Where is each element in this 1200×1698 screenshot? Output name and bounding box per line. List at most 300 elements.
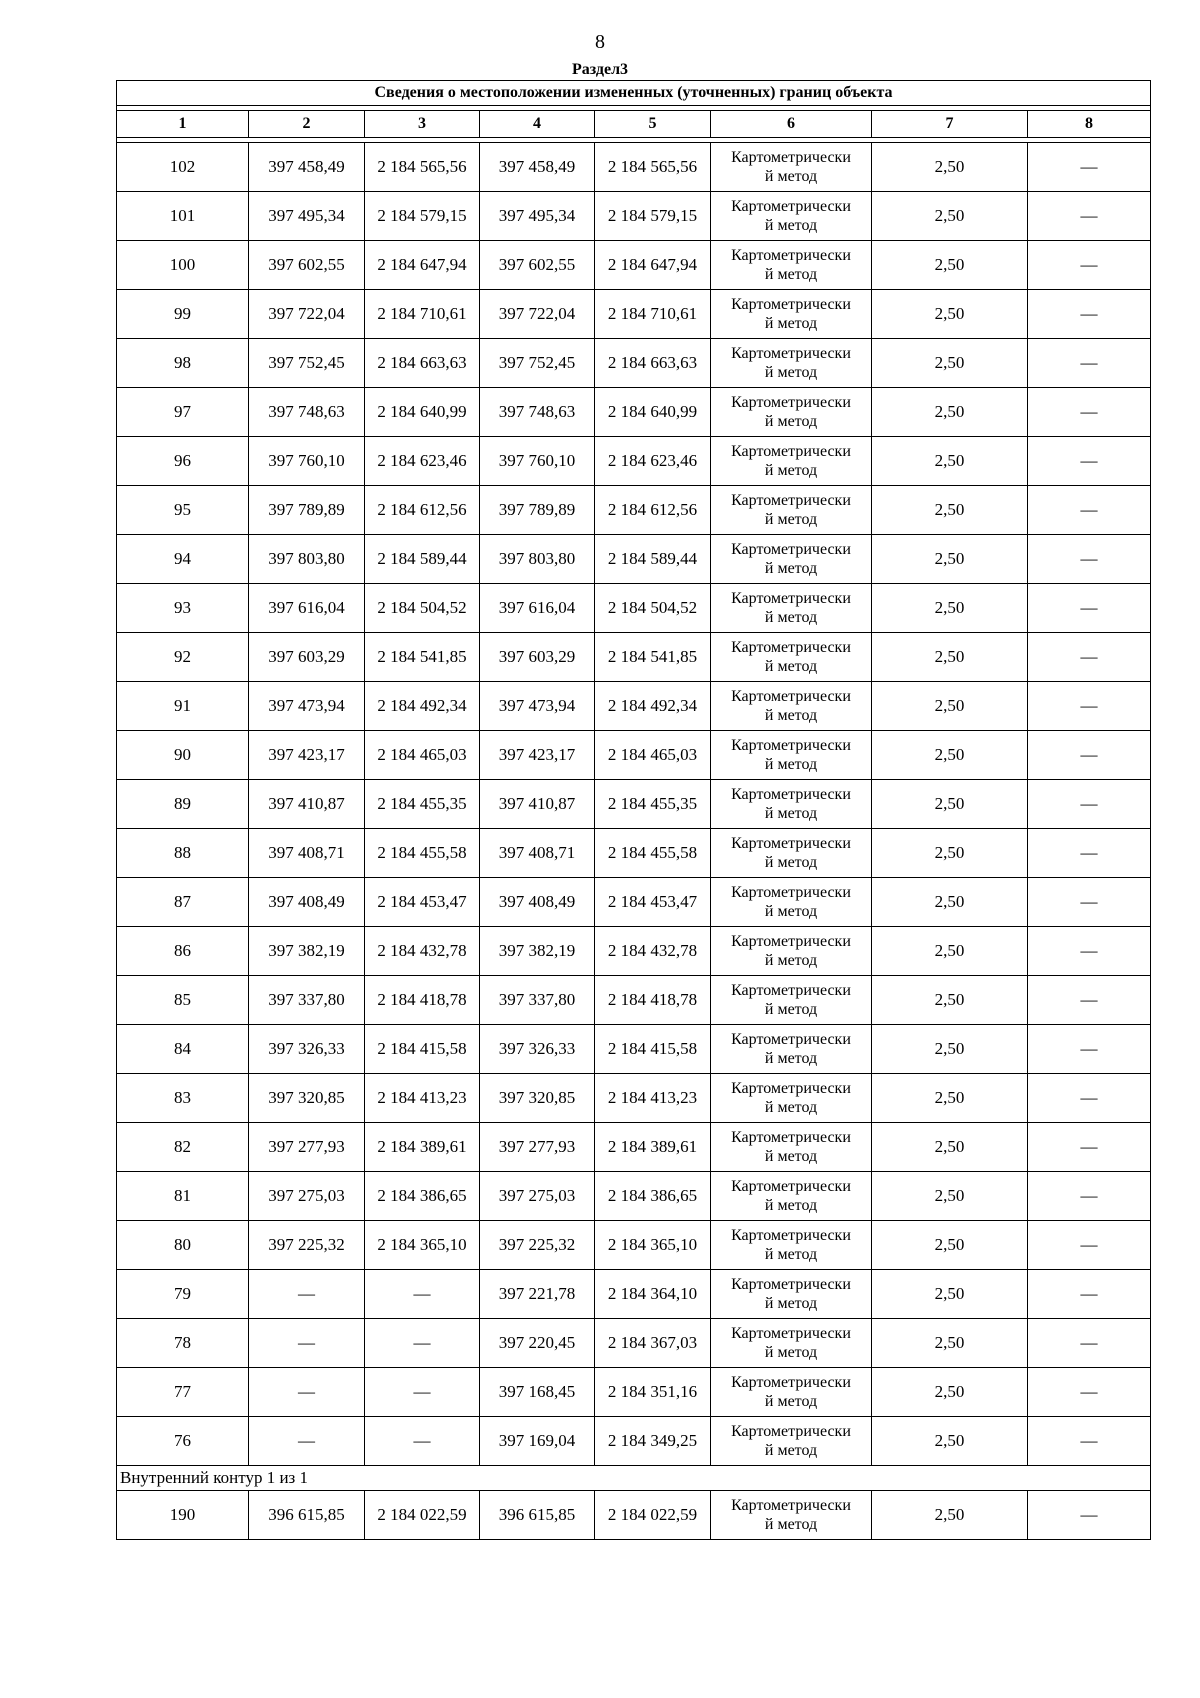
point-number-cell: 86 <box>117 927 249 976</box>
column-8-cell: — <box>1028 1074 1151 1123</box>
column-8-cell: — <box>1028 633 1151 682</box>
method-line-2: й метод <box>764 1442 818 1459</box>
method-line-2: й метод <box>764 805 818 822</box>
point-number-cell: 97 <box>117 388 249 437</box>
x-old-cell: 397 602,55 <box>249 241 365 290</box>
x-old-cell: 397 789,89 <box>249 486 365 535</box>
point-number-cell: 76 <box>117 1417 249 1466</box>
y-new-cell: 2 184 465,03 <box>595 731 711 780</box>
y-new-cell: 2 184 351,16 <box>595 1368 711 1417</box>
column-number-1: 1 <box>117 111 249 138</box>
method-line-1: Картометрически <box>731 1129 851 1146</box>
x-new-cell: 397 603,29 <box>480 633 595 682</box>
point-number-cell: 98 <box>117 339 249 388</box>
method-line-2: й метод <box>764 1197 818 1214</box>
y-old-cell: 2 184 589,44 <box>365 535 480 584</box>
method-line-2: й метод <box>764 413 818 430</box>
table-row <box>117 143 1151 192</box>
column-8-cell: — <box>1028 241 1151 290</box>
y-new-cell: 2 184 432,78 <box>595 927 711 976</box>
method-line-1: Картометрически <box>731 1031 851 1048</box>
x-new-cell: 397 320,85 <box>480 1074 595 1123</box>
column-number-row <box>117 111 1151 138</box>
table-row <box>117 976 1151 1025</box>
accuracy-cell: 2,50 <box>872 1221 1028 1270</box>
y-old-cell: 2 184 415,58 <box>365 1025 480 1074</box>
y-old-cell: 2 184 710,61 <box>365 290 480 339</box>
y-old-cell: 2 184 386,65 <box>365 1172 480 1221</box>
method-line-1: Картометрически <box>731 835 851 852</box>
table-row <box>117 1270 1151 1319</box>
accuracy-cell: 2,50 <box>872 829 1028 878</box>
y-new-cell: 2 184 492,34 <box>595 682 711 731</box>
y-old-cell: 2 184 640,99 <box>365 388 480 437</box>
point-number-cell: 89 <box>117 780 249 829</box>
table-row <box>117 192 1151 241</box>
column-8-cell: — <box>1028 878 1151 927</box>
x-new-cell: 396 615,85 <box>480 1491 595 1540</box>
table-row <box>117 1123 1151 1172</box>
y-old-cell: 2 184 022,59 <box>365 1491 480 1540</box>
y-old-cell: — <box>365 1319 480 1368</box>
y-old-cell: 2 184 504,52 <box>365 584 480 633</box>
y-old-cell: — <box>365 1270 480 1319</box>
x-old-cell: 397 410,87 <box>249 780 365 829</box>
method-line-1: Картометрически <box>731 1325 851 1342</box>
y-old-cell: 2 184 579,15 <box>365 192 480 241</box>
table-row <box>117 829 1151 878</box>
x-old-cell: 397 326,33 <box>249 1025 365 1074</box>
x-old-cell: — <box>249 1368 365 1417</box>
method-line-1: Картометрически <box>731 982 851 999</box>
point-number-cell: 87 <box>117 878 249 927</box>
point-number-cell: 190 <box>117 1491 249 1540</box>
y-new-cell: 2 184 541,85 <box>595 633 711 682</box>
y-old-cell: 2 184 663,63 <box>365 339 480 388</box>
coordinates-table <box>116 80 1151 1540</box>
method-line-2: й метод <box>764 1001 818 1018</box>
section-title: Раздел3 <box>571 61 629 78</box>
x-new-cell: 397 275,03 <box>480 1172 595 1221</box>
accuracy-cell: 2,50 <box>872 339 1028 388</box>
method-cell <box>711 1172 872 1221</box>
method-line-2: й метод <box>764 903 818 920</box>
x-new-cell: 397 752,45 <box>480 339 595 388</box>
method-line-1: Картометрически <box>731 1374 851 1391</box>
method-line-2: й метод <box>764 168 818 185</box>
x-old-cell: 397 458,49 <box>249 143 365 192</box>
method-line-2: й метод <box>764 1099 818 1116</box>
method-line-1: Картометрически <box>731 1080 851 1097</box>
column-8-cell: — <box>1028 976 1151 1025</box>
x-old-cell: 397 752,45 <box>249 339 365 388</box>
point-number-cell: 91 <box>117 682 249 731</box>
point-number-cell: 101 <box>117 192 249 241</box>
point-number-cell: 78 <box>117 1319 249 1368</box>
y-new-cell: 2 184 389,61 <box>595 1123 711 1172</box>
method-cell <box>711 192 872 241</box>
column-8-cell: — <box>1028 143 1151 192</box>
accuracy-cell: 2,50 <box>872 633 1028 682</box>
x-old-cell: 396 615,85 <box>249 1491 365 1540</box>
point-number-cell: 84 <box>117 1025 249 1074</box>
x-new-cell: 397 748,63 <box>480 388 595 437</box>
y-new-cell: 2 184 504,52 <box>595 584 711 633</box>
x-new-cell: 397 408,49 <box>480 878 595 927</box>
y-new-cell: 2 184 640,99 <box>595 388 711 437</box>
method-cell <box>711 1074 872 1123</box>
accuracy-cell: 2,50 <box>872 682 1028 731</box>
method-line-2: й метод <box>764 266 818 283</box>
column-8-cell: — <box>1028 535 1151 584</box>
x-new-cell: 397 495,34 <box>480 192 595 241</box>
method-line-2: й метод <box>764 952 818 969</box>
method-line-1: Картометрически <box>731 443 851 460</box>
point-number-cell: 99 <box>117 290 249 339</box>
accuracy-cell: 2,50 <box>872 143 1028 192</box>
column-8-cell: — <box>1028 290 1151 339</box>
y-new-cell: 2 184 386,65 <box>595 1172 711 1221</box>
method-cell <box>711 878 872 927</box>
accuracy-cell: 2,50 <box>872 1074 1028 1123</box>
y-new-cell: 2 184 589,44 <box>595 535 711 584</box>
method-line-2: й метод <box>764 560 818 577</box>
table-row <box>117 241 1151 290</box>
point-number-cell: 82 <box>117 1123 249 1172</box>
method-line-1: Картометрически <box>731 247 851 264</box>
y-old-cell: 2 184 455,35 <box>365 780 480 829</box>
column-8-cell: — <box>1028 1172 1151 1221</box>
y-old-cell: 2 184 413,23 <box>365 1074 480 1123</box>
table-caption-row <box>117 81 1151 106</box>
x-new-cell: 397 410,87 <box>480 780 595 829</box>
y-old-cell: 2 184 565,56 <box>365 143 480 192</box>
x-old-cell: 397 408,49 <box>249 878 365 927</box>
y-old-cell: 2 184 418,78 <box>365 976 480 1025</box>
method-cell <box>711 1123 872 1172</box>
accuracy-cell: 2,50 <box>872 1025 1028 1074</box>
table-row <box>117 486 1151 535</box>
accuracy-cell: 2,50 <box>872 1491 1028 1540</box>
method-line-1: Картометрически <box>731 149 851 166</box>
table-row <box>117 1025 1151 1074</box>
method-cell <box>711 143 872 192</box>
x-new-cell: 397 221,78 <box>480 1270 595 1319</box>
accuracy-cell: 2,50 <box>872 486 1028 535</box>
method-cell <box>711 829 872 878</box>
y-old-cell: 2 184 541,85 <box>365 633 480 682</box>
y-old-cell: 2 184 455,58 <box>365 829 480 878</box>
table-row <box>117 927 1151 976</box>
column-8-cell: — <box>1028 682 1151 731</box>
y-new-cell: 2 184 579,15 <box>595 192 711 241</box>
column-8-cell: — <box>1028 1417 1151 1466</box>
method-line-2: й метод <box>764 1246 818 1263</box>
method-line-2: й метод <box>764 364 818 381</box>
method-line-1: Картометрически <box>731 296 851 313</box>
method-cell <box>711 290 872 339</box>
method-line-1: Картометрически <box>731 786 851 803</box>
x-new-cell: 397 602,55 <box>480 241 595 290</box>
method-cell <box>711 1270 872 1319</box>
method-line-1: Картометрически <box>731 933 851 950</box>
y-new-cell: 2 184 367,03 <box>595 1319 711 1368</box>
point-number-cell: 93 <box>117 584 249 633</box>
x-new-cell: 397 760,10 <box>480 437 595 486</box>
y-old-cell: 2 184 432,78 <box>365 927 480 976</box>
column-number-8: 8 <box>1028 111 1151 138</box>
x-old-cell: 397 277,93 <box>249 1123 365 1172</box>
y-old-cell: 2 184 492,34 <box>365 682 480 731</box>
x-new-cell: 397 326,33 <box>480 1025 595 1074</box>
column-8-cell: — <box>1028 1368 1151 1417</box>
method-line-2: й метод <box>764 854 818 871</box>
y-old-cell: — <box>365 1368 480 1417</box>
method-line-2: й метод <box>764 1295 818 1312</box>
method-cell <box>711 1491 872 1540</box>
column-8-cell: — <box>1028 780 1151 829</box>
y-new-cell: 2 184 455,58 <box>595 829 711 878</box>
table-row <box>117 290 1151 339</box>
x-old-cell: 397 495,34 <box>249 192 365 241</box>
method-line-2: й метод <box>764 1344 818 1361</box>
method-line-1: Картометрически <box>731 492 851 509</box>
method-cell <box>711 486 872 535</box>
x-new-cell: 397 722,04 <box>480 290 595 339</box>
page-number: 8 <box>595 31 605 53</box>
accuracy-cell: 2,50 <box>872 241 1028 290</box>
x-old-cell: — <box>249 1319 365 1368</box>
y-new-cell: 2 184 349,25 <box>595 1417 711 1466</box>
y-new-cell: 2 184 647,94 <box>595 241 711 290</box>
accuracy-cell: 2,50 <box>872 1368 1028 1417</box>
method-line-1: Картометрически <box>731 639 851 656</box>
table-row <box>117 339 1151 388</box>
y-old-cell: 2 184 647,94 <box>365 241 480 290</box>
table-row <box>117 731 1151 780</box>
y-new-cell: 2 184 455,35 <box>595 780 711 829</box>
column-8-cell: — <box>1028 731 1151 780</box>
x-new-cell: 397 169,04 <box>480 1417 595 1466</box>
point-number-cell: 100 <box>117 241 249 290</box>
method-line-2: й метод <box>764 658 818 675</box>
x-new-cell: 397 382,19 <box>480 927 595 976</box>
table-row <box>117 388 1151 437</box>
table-row <box>117 1417 1151 1466</box>
table-row <box>117 682 1151 731</box>
x-old-cell: 397 337,80 <box>249 976 365 1025</box>
table-row <box>117 535 1151 584</box>
method-line-2: й метод <box>764 462 818 479</box>
x-old-cell: 397 382,19 <box>249 927 365 976</box>
accuracy-cell: 2,50 <box>872 927 1028 976</box>
method-line-1: Картометрически <box>731 737 851 754</box>
method-cell <box>711 682 872 731</box>
accuracy-cell: 2,50 <box>872 878 1028 927</box>
y-new-cell: 2 184 413,23 <box>595 1074 711 1123</box>
y-new-cell: 2 184 415,58 <box>595 1025 711 1074</box>
point-number-cell: 94 <box>117 535 249 584</box>
column-8-cell: — <box>1028 584 1151 633</box>
x-old-cell: 397 722,04 <box>249 290 365 339</box>
y-old-cell: — <box>365 1417 480 1466</box>
table-row <box>117 878 1151 927</box>
method-line-2: й метод <box>764 1393 818 1410</box>
accuracy-cell: 2,50 <box>872 1123 1028 1172</box>
column-number-6: 6 <box>711 111 872 138</box>
y-new-cell: 2 184 364,10 <box>595 1270 711 1319</box>
x-old-cell: 397 225,32 <box>249 1221 365 1270</box>
y-new-cell: 2 184 418,78 <box>595 976 711 1025</box>
column-number-5: 5 <box>595 111 711 138</box>
y-old-cell: 2 184 612,56 <box>365 486 480 535</box>
method-cell <box>711 731 872 780</box>
x-new-cell: 397 225,32 <box>480 1221 595 1270</box>
x-new-cell: 397 168,45 <box>480 1368 595 1417</box>
point-number-cell: 92 <box>117 633 249 682</box>
method-line-2: й метод <box>764 609 818 626</box>
x-old-cell: 397 603,29 <box>249 633 365 682</box>
y-old-cell: 2 184 365,10 <box>365 1221 480 1270</box>
x-old-cell: 397 275,03 <box>249 1172 365 1221</box>
column-8-cell: — <box>1028 192 1151 241</box>
column-8-cell: — <box>1028 437 1151 486</box>
method-cell <box>711 339 872 388</box>
table-row <box>117 1368 1151 1417</box>
table-body-inner-contour <box>117 1466 1151 1491</box>
y-old-cell: 2 184 465,03 <box>365 731 480 780</box>
y-new-cell: 2 184 612,56 <box>595 486 711 535</box>
method-cell <box>711 437 872 486</box>
method-line-1: Картометрически <box>731 884 851 901</box>
x-old-cell: 397 616,04 <box>249 584 365 633</box>
x-old-cell: 397 423,17 <box>249 731 365 780</box>
y-old-cell: 2 184 453,47 <box>365 878 480 927</box>
method-line-1: Картометрически <box>731 1227 851 1244</box>
column-number-2: 2 <box>249 111 365 138</box>
column-8-cell: — <box>1028 1221 1151 1270</box>
table-row <box>117 1172 1151 1221</box>
x-old-cell: 397 320,85 <box>249 1074 365 1123</box>
method-line-1: Картометрически <box>731 1497 851 1514</box>
method-cell <box>711 1319 872 1368</box>
method-cell <box>711 1221 872 1270</box>
x-old-cell: 397 408,71 <box>249 829 365 878</box>
column-number-4: 4 <box>480 111 595 138</box>
table-row <box>117 584 1151 633</box>
accuracy-cell: 2,50 <box>872 192 1028 241</box>
column-8-cell: — <box>1028 1319 1151 1368</box>
method-cell <box>711 1417 872 1466</box>
y-old-cell: 2 184 389,61 <box>365 1123 480 1172</box>
inner-contour-row <box>117 1466 1151 1491</box>
column-8-cell: — <box>1028 388 1151 437</box>
table-caption: Сведения о местоположении измененных (уточненных) границ объекта <box>117 81 1151 106</box>
column-8-cell: — <box>1028 829 1151 878</box>
method-cell <box>711 780 872 829</box>
method-cell <box>711 1368 872 1417</box>
inner-contour-label: Внутренний контур 1 из 1 <box>117 1466 1151 1491</box>
column-8-cell: — <box>1028 1270 1151 1319</box>
table-body-outer <box>117 143 1151 1466</box>
method-cell <box>711 976 872 1025</box>
column-number-3: 3 <box>365 111 480 138</box>
y-new-cell: 2 184 623,46 <box>595 437 711 486</box>
method-line-2: й метод <box>764 707 818 724</box>
accuracy-cell: 2,50 <box>872 535 1028 584</box>
accuracy-cell: 2,50 <box>872 780 1028 829</box>
column-8-cell: — <box>1028 927 1151 976</box>
point-number-cell: 77 <box>117 1368 249 1417</box>
method-line-2: й метод <box>764 1050 818 1067</box>
point-number-cell: 80 <box>117 1221 249 1270</box>
table-row <box>117 1221 1151 1270</box>
column-number-7: 7 <box>872 111 1028 138</box>
x-new-cell: 397 423,17 <box>480 731 595 780</box>
point-number-cell: 83 <box>117 1074 249 1123</box>
method-line-2: й метод <box>764 315 818 332</box>
point-number-cell: 79 <box>117 1270 249 1319</box>
point-number-cell: 88 <box>117 829 249 878</box>
method-cell <box>711 633 872 682</box>
method-line-2: й метод <box>764 756 818 773</box>
table-row <box>117 780 1151 829</box>
x-new-cell: 397 616,04 <box>480 584 595 633</box>
y-new-cell: 2 184 453,47 <box>595 878 711 927</box>
table-row <box>117 1319 1151 1368</box>
method-cell <box>711 1025 872 1074</box>
method-line-2: й метод <box>764 1148 818 1165</box>
column-8-cell: — <box>1028 1025 1151 1074</box>
accuracy-cell: 2,50 <box>872 731 1028 780</box>
accuracy-cell: 2,50 <box>872 1270 1028 1319</box>
table-row <box>117 1491 1151 1540</box>
x-old-cell: — <box>249 1270 365 1319</box>
point-number-cell: 95 <box>117 486 249 535</box>
y-new-cell: 2 184 710,61 <box>595 290 711 339</box>
method-line-1: Картометрически <box>731 345 851 362</box>
method-line-2: й метод <box>764 1516 818 1533</box>
method-line-1: Картометрически <box>731 394 851 411</box>
method-line-2: й метод <box>764 217 818 234</box>
accuracy-cell: 2,50 <box>872 976 1028 1025</box>
x-old-cell: 397 748,63 <box>249 388 365 437</box>
x-new-cell: 397 220,45 <box>480 1319 595 1368</box>
x-new-cell: 397 337,80 <box>480 976 595 1025</box>
column-8-cell: — <box>1028 486 1151 535</box>
method-cell <box>711 927 872 976</box>
x-new-cell: 397 473,94 <box>480 682 595 731</box>
table-row <box>117 633 1151 682</box>
x-old-cell: 397 760,10 <box>249 437 365 486</box>
y-new-cell: 2 184 565,56 <box>595 143 711 192</box>
x-new-cell: 397 803,80 <box>480 535 595 584</box>
method-line-1: Картометрически <box>731 541 851 558</box>
x-old-cell: 397 803,80 <box>249 535 365 584</box>
accuracy-cell: 2,50 <box>872 388 1028 437</box>
column-8-cell: — <box>1028 1491 1151 1540</box>
method-line-2: й метод <box>764 511 818 528</box>
point-number-cell: 96 <box>117 437 249 486</box>
x-new-cell: 397 277,93 <box>480 1123 595 1172</box>
y-new-cell: 2 184 365,10 <box>595 1221 711 1270</box>
method-line-1: Картометрически <box>731 1276 851 1293</box>
y-old-cell: 2 184 623,46 <box>365 437 480 486</box>
accuracy-cell: 2,50 <box>872 1417 1028 1466</box>
x-old-cell: 397 473,94 <box>249 682 365 731</box>
method-line-1: Картометрически <box>731 688 851 705</box>
column-8-cell: — <box>1028 1123 1151 1172</box>
